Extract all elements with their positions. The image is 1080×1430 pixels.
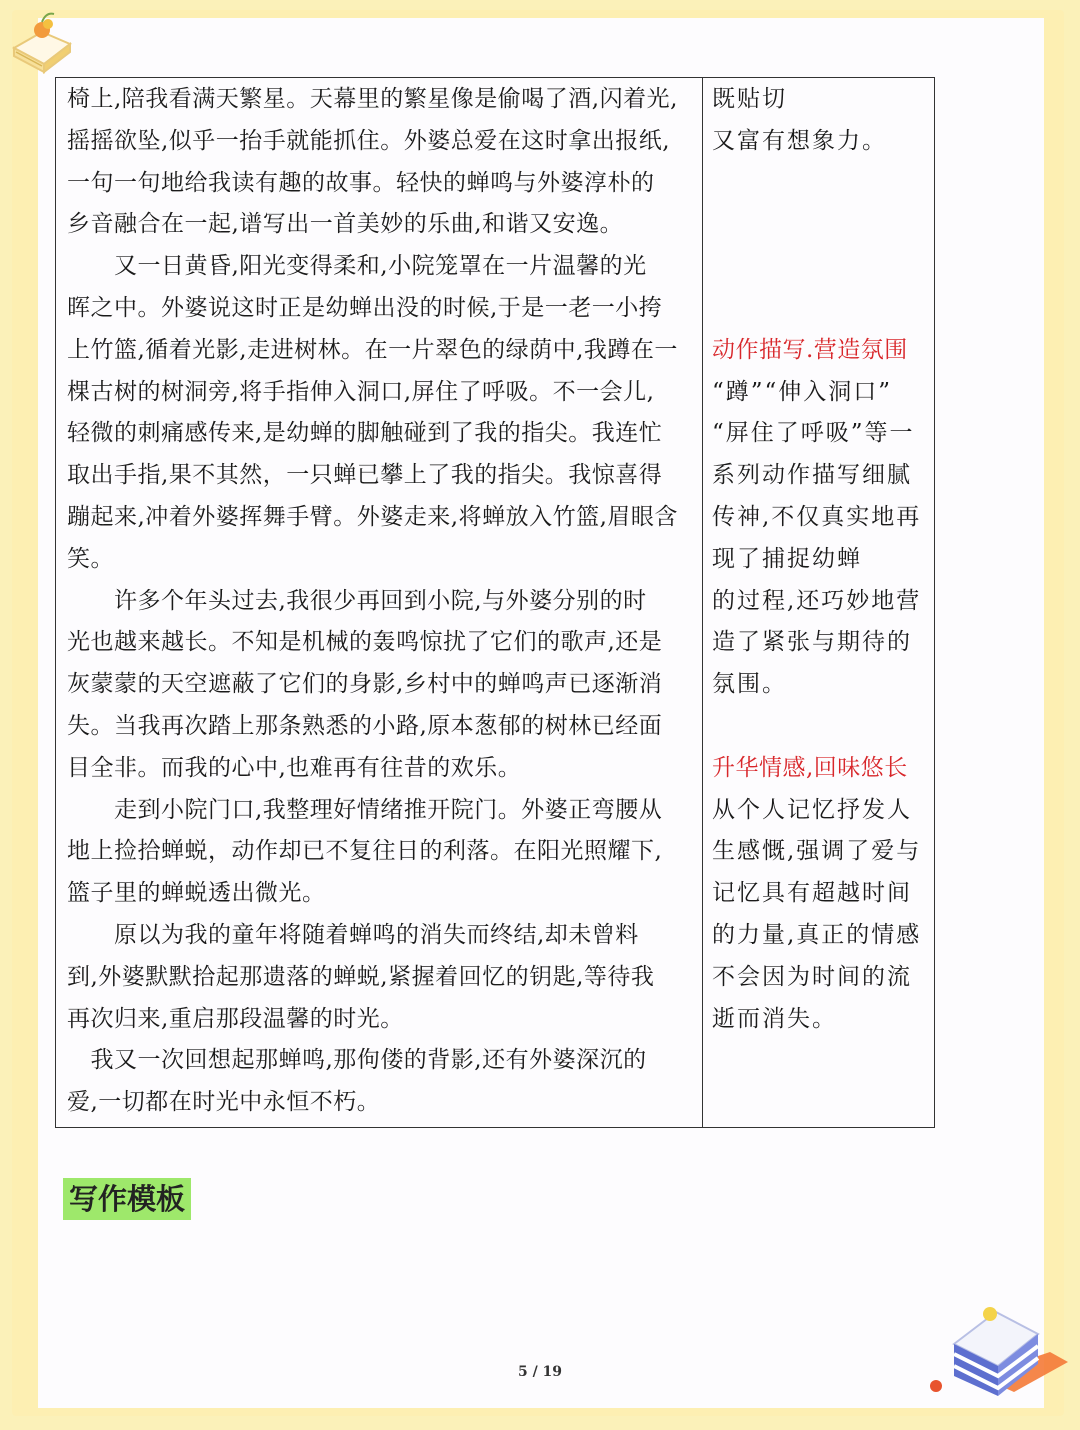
essay-line: 许多个年头过去,我很少再回到小院,与外婆分别的时 [67,587,647,614]
annotation-line: 又富有想象力。 [712,127,887,154]
annotation-line: 氛围。 [712,671,787,698]
annotation-line: 现了捕捉幼蝉 [712,545,862,572]
annotation-line: 造了紧张与期待的 [712,629,912,656]
annotation-line: 不会因为时间的流 [712,963,912,990]
essay-line: 篮子里的蝉蜕透出微光。 [67,880,326,907]
essay-line: 又一日黄昏,阳光变得柔和,小院笼罩在一片温馨的光 [67,253,647,280]
section-heading: 写作模板 [63,1178,191,1220]
essay-line: 乡音融合在一起,谱写出一首美妙的乐曲,和谐又安逸。 [67,211,624,238]
column-divider [702,78,703,1127]
annotation-line: 记忆具有超越时间 [712,880,912,907]
essay-line: 地上捡拾蝉蜕，动作却已不复往日的利落。在阳光照耀下, [67,838,663,865]
essay-line: 棵古树的树洞旁,将手指伸入洞口,屏住了呼吸。不一会儿, [67,378,655,405]
cake-slice-icon [918,1292,1068,1412]
annotation-line: 从个人记忆抒发人 [712,796,912,823]
page-number: 5 / 19 [517,1364,563,1380]
essay-line: 上竹篮,循着光影,走进树林。在一片翠色的绿荫中,我蹲在一 [67,336,678,363]
essay-line: 再次归来,重启那段温馨的时光。 [67,1005,404,1032]
essay-line: 晖之中。外婆说这时正是幼蝉出没的时候,于是一老一小挎 [67,295,663,321]
annotation-line: “蹲”“伸入洞口” [712,378,893,405]
annotation-line: 既贴切 [712,86,787,112]
annotation-heading: 动作描写.营造氛围 [712,336,908,363]
annotation-line: 的力量,真正的情感 [712,922,922,948]
essay-line: 蹦起来,冲着外婆挥舞手臂。外婆走来,将蝉放入竹篮,眉眼含 [67,504,678,530]
essay-line: 轻微的刺痛感传来,是幼蝉的脚触碰到了我的指尖。我连忙 [67,420,663,447]
essay-annotation-table [55,77,935,1128]
essay-line: 失。当我再次踏上那条熟悉的小路,原本葱郁的树林已经面 [67,713,663,739]
annotation-line: 传神,不仅真实地再 [712,504,922,530]
essay-line: 我又一次回想起那蝉鸣,那佝偻的背影,还有外婆深沉的 [67,1047,647,1074]
annotation-line: 的过程,还巧妙地营 [712,587,922,614]
essay-line: 爱,一切都在时光中永恒不朽。 [67,1089,381,1116]
essay-line: 走到小院门口,我整理好情绪推开院门。外婆正弯腰从 [67,796,663,823]
annotation-line: 生感慨,强调了爱与 [712,838,922,865]
essay-line: 取出手指,果不其然，一只蝉已攀上了我的指尖。我惊喜得 [67,462,663,489]
essay-line: 笑。 [67,545,114,572]
essay-line: 到,外婆默默拾起那遗落的蝉蜕,紧握着回忆的钥匙,等待我 [67,963,655,990]
essay-line: 一句一句地给我读有趣的故事。轻快的蝉鸣与外婆淳朴的 [67,169,655,196]
cake-slice-icon [8,8,76,74]
annotation-line: 逝而消失。 [712,1005,837,1032]
essay-line: 灰蒙蒙的天空遮蔽了它们的身影,乡村中的蝉鸣声已逐渐消 [67,671,663,698]
essay-line: 椅上,陪我看满天繁星。天幕里的繁星像是偷喝了酒,闪着光, [67,86,678,112]
annotation-heading: 升华情感,回味悠长 [712,754,908,781]
annotation-line: “屏住了呼吸”等一 [712,420,915,447]
essay-line: 目全非。而我的心中,也难再有往昔的欢乐。 [67,754,522,781]
annotation-line: 系列动作描写细腻 [712,462,912,489]
essay-line: 摇摇欲坠,似乎一抬手就能抓住。外婆总爱在这时拿出报纸, [67,127,671,154]
essay-line: 原以为我的童年将随着蝉鸣的消失而终结,却未曾料 [67,922,639,948]
essay-line: 光也越来越长。不知是机械的轰鸣惊扰了它们的歌声,还是 [67,629,663,656]
